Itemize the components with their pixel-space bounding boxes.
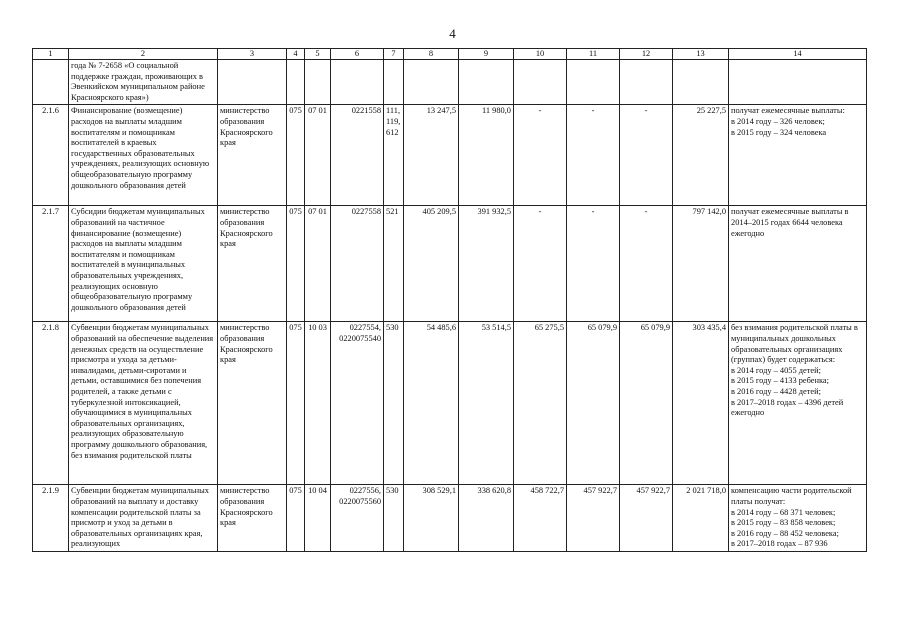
vr-code: 530 <box>384 485 404 552</box>
amount-2018: 457 922,7 <box>620 485 673 552</box>
amount-2014: 308 529,1 <box>404 485 459 552</box>
column-header: 14 <box>729 49 867 60</box>
result-line: в 2016 году – 88 452 человека; <box>731 528 839 538</box>
rzpr-code <box>305 60 331 105</box>
expected-result <box>729 60 867 105</box>
csr-code: 0227556, 0220075560 <box>331 485 384 552</box>
amount-2014 <box>404 60 459 105</box>
measure-name: года № 7-2658 «О социальной поддержке граждан, проживающих в Эвенкийском муниципальном районе Красноярского края») <box>69 60 218 105</box>
expected-result <box>729 322 867 485</box>
amount-2018: - <box>620 206 673 322</box>
amount-2015: 11 980,0 <box>459 105 514 206</box>
vr-code: 521 <box>384 206 404 322</box>
column-header: 10 <box>514 49 567 60</box>
table-row <box>33 60 867 105</box>
result-line: в 2014 году – 326 человек; <box>731 116 825 126</box>
amount-total: 25 227,5 <box>673 105 729 206</box>
table-row <box>33 485 867 552</box>
row-number <box>33 60 69 105</box>
grbs-name: министерство образования Красноярского края <box>218 206 287 322</box>
column-header: 1 <box>33 49 69 60</box>
result-line: компенсацию части родительской платы получат: <box>731 486 852 506</box>
amount-total <box>673 60 729 105</box>
result-line: получат ежемесячные выплаты в 2014–2015 годах 6644 человека ежегодно <box>731 207 849 238</box>
amount-2016: 65 275,5 <box>514 322 567 485</box>
expected-result <box>729 485 867 552</box>
amount-total: 2 021 718,0 <box>673 485 729 552</box>
amount-2017 <box>567 60 620 105</box>
grbs-code <box>287 60 305 105</box>
measure-name: Субсидии бюджетам муниципальных образований на частичное финансирование (возмещение) расходов на выплаты младшим воспитателям и помощникам воспитателей в муниципальных образовательных учреждениях, реализующих основную общеобразовательную программу дошкольного образования детей <box>69 206 218 322</box>
amount-2018 <box>620 60 673 105</box>
rzpr-code: 07 01 <box>305 105 331 206</box>
column-header: 4 <box>287 49 305 60</box>
budget-table <box>32 48 867 552</box>
row-number: 2.1.9 <box>33 485 69 552</box>
amount-2017: 65 079,9 <box>567 322 620 485</box>
row-number: 2.1.8 <box>33 322 69 485</box>
amount-2014: 54 485,6 <box>404 322 459 485</box>
result-line: в 2015 году – 83 858 человек; <box>731 518 836 528</box>
column-header: 9 <box>459 49 514 60</box>
result-line: в 2016 году – 4428 детей; <box>731 386 821 396</box>
csr-code: 0227558 <box>331 206 384 322</box>
column-header: 3 <box>218 49 287 60</box>
vr-code: 530 <box>384 322 404 485</box>
table-row <box>33 206 867 322</box>
table-row <box>33 322 867 485</box>
grbs-name: министерство образования Красноярского края <box>218 105 287 206</box>
amount-2018: 65 079,9 <box>620 322 673 485</box>
table-header-row <box>33 49 867 60</box>
table-row <box>33 105 867 206</box>
result-line: без взимания родительской платы в муниципальных дошкольных образовательных организациях (группах) будет содержаться: <box>731 323 858 365</box>
result-line: получат ежемесячные выплаты: <box>731 106 845 116</box>
amount-2014: 405 209,5 <box>404 206 459 322</box>
rzpr-code: 10 04 <box>305 485 331 552</box>
rzpr-code: 07 01 <box>305 206 331 322</box>
column-header: 12 <box>620 49 673 60</box>
column-header: 6 <box>331 49 384 60</box>
amount-2018: - <box>620 105 673 206</box>
result-line: в 2017–2018 годах – 4396 детей ежегодно <box>731 397 844 418</box>
amount-2015: 391 932,5 <box>459 206 514 322</box>
amount-2017: 457 922,7 <box>567 485 620 552</box>
amount-2016 <box>514 60 567 105</box>
grbs-code: 075 <box>287 485 305 552</box>
csr-code: 0221558 <box>331 105 384 206</box>
result-line: в 2017–2018 годах – 87 936 <box>731 539 828 549</box>
amount-2015 <box>459 60 514 105</box>
amount-total: 303 435,4 <box>673 322 729 485</box>
grbs-name <box>218 60 287 105</box>
amount-2014: 13 247,5 <box>404 105 459 206</box>
measure-name: Субвенции бюджетам муниципальных образований на выплату и доставку компенсации родительской платы за присмотр и уход за детьми в образовательных организациях края, реализующих <box>69 485 218 552</box>
row-number: 2.1.6 <box>33 105 69 206</box>
amount-2015: 338 620,8 <box>459 485 514 552</box>
column-header: 2 <box>69 49 218 60</box>
amount-2017: - <box>567 105 620 206</box>
expected-result <box>729 105 867 206</box>
amount-total: 797 142,0 <box>673 206 729 322</box>
vr-code: 111, 119, 612 <box>384 105 404 206</box>
page-number: 4 <box>449 26 456 41</box>
result-line: в 2014 году – 68 371 человек; <box>731 507 836 517</box>
rzpr-code: 10 03 <box>305 322 331 485</box>
amount-2015: 53 514,5 <box>459 322 514 485</box>
vr-code <box>384 60 404 105</box>
csr-code <box>331 60 384 105</box>
column-header: 8 <box>404 49 459 60</box>
csr-code: 0227554, 0220075540 <box>331 322 384 485</box>
column-header: 5 <box>305 49 331 60</box>
column-header: 13 <box>673 49 729 60</box>
result-line: в 2014 году – 4055 детей; <box>731 365 821 375</box>
grbs-code: 075 <box>287 206 305 322</box>
row-number: 2.1.7 <box>33 206 69 322</box>
result-line: в 2015 году – 4133 ребенка; <box>731 376 829 386</box>
column-header: 7 <box>384 49 404 60</box>
result-line: в 2015 году – 324 человека <box>731 127 827 137</box>
measure-name: Субвенции бюджетам муниципальных образований на обеспечение выделения денежных средств на осуществление присмотра и ухода за детьми-инвалидами, детьми-сиротами и детьми, оставшимися без попечения родителей, а также детьми с туберкулезной интоксикацией, обучающимися в муниципальных образовательных организациях, реализующих образовательную программу дошкольного образования, без взимания родительской платы <box>69 322 218 485</box>
column-header: 11 <box>567 49 620 60</box>
expected-result <box>729 206 867 322</box>
grbs-code: 075 <box>287 105 305 206</box>
grbs-name: министерство образования Красноярского края <box>218 322 287 485</box>
grbs-name: министерство образования Красноярского края <box>218 485 287 552</box>
grbs-code: 075 <box>287 322 305 485</box>
amount-2016: - <box>514 105 567 206</box>
amount-2016: - <box>514 206 567 322</box>
amount-2016: 458 722,7 <box>514 485 567 552</box>
amount-2017: - <box>567 206 620 322</box>
measure-name: Финансирование (возмещение) расходов на выплаты младшим воспитателям и помощникам воспитателей в краевых государственных образовательных учреждениях, реализующих основную общеобразовательную программу дошкольного образования детей <box>69 105 218 206</box>
